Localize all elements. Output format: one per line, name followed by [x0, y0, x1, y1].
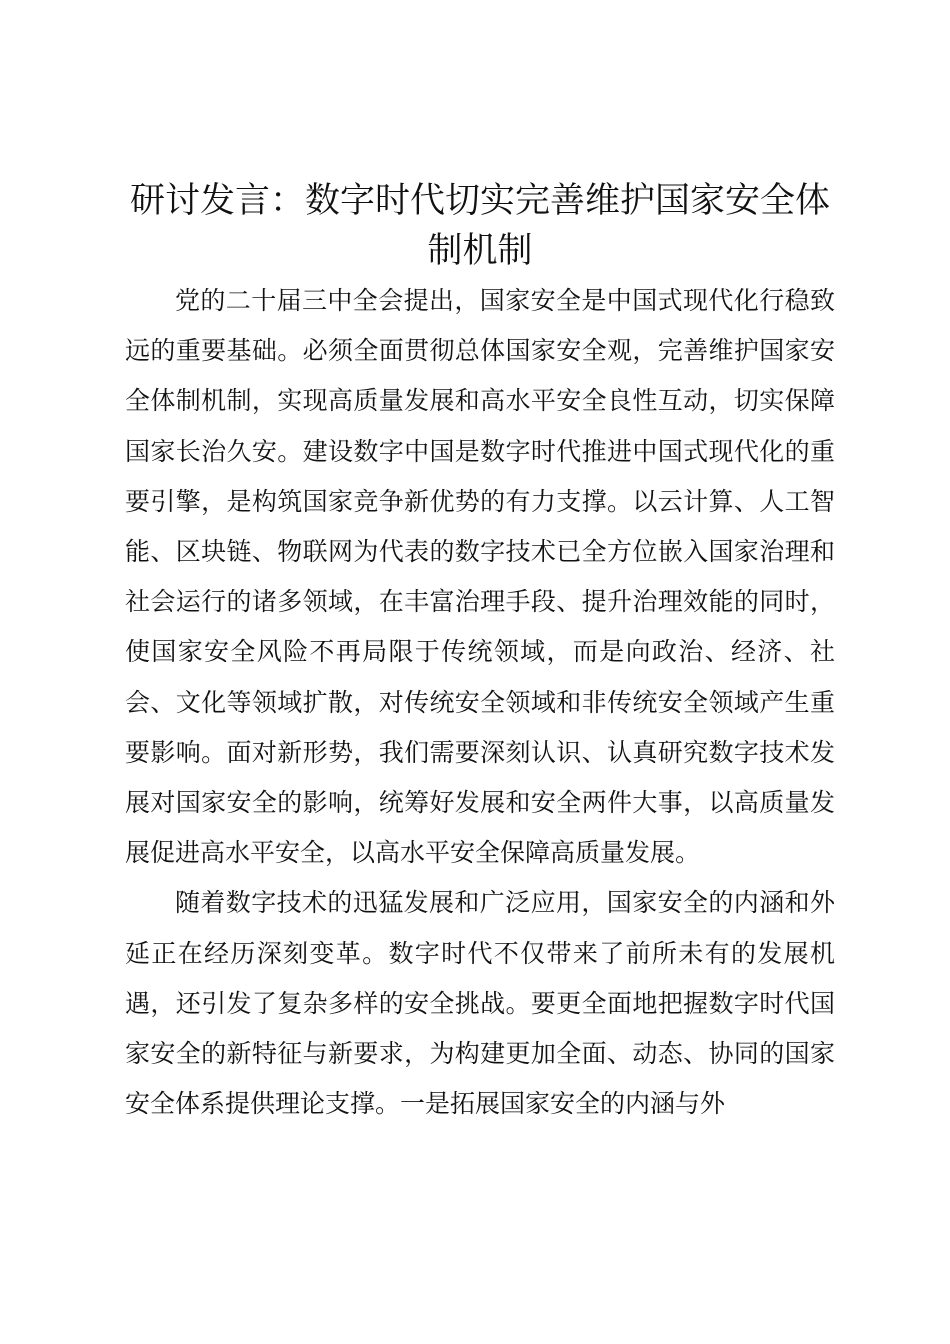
document-title: 研讨发言：数字时代切实完善维护国家安全体制机制 — [129, 181, 830, 271]
paragraph-2: 随着数字技术的迅猛发展和广泛应用，国家安全的内涵和外延正在经历深刻变革。数字时代不仅带来了前所未有的发展机遇，还引发了复杂多样的安全挑战。要更全面地把握数字时代国家安全的新特征与新要求，为构建更加全面、动态、协同的国家安全体系提供理论支撑。一是拓展国家安全的内涵与外 — [125, 888, 835, 1119]
paragraph-1: 党的二十届三中全会提出，国家安全是中国式现代化行稳致远的重要基础。必须全面贯彻总体国家安全观，完善维护国家安全体制机制，实现高质量发展和高水平安全良性互动，切实保障国家长治久安。建设数字中国是数字时代推进中国式现代化的重要引擎，是构筑国家竞争新优势的有力支撑。以云计算、人工智能、区块链、物联网为代表的数字技术已全方位嵌入国家治理和社会运行的诸多领域，在丰富治理手段、提升治理效能的同时，使国家安全风险不再局限于传统领域，而是向政治、经济、社会、文化等领域扩散，对传统安全领域和非传统安全领域产生重要影响。面对新形势，我们需要深刻认识、认真研究数字技术发展对国家安全的影响，统筹好发展和安全两件大事，以高质量发展促进高水平安全，以高水平安全保障高质量发展。 — [125, 286, 835, 868]
document-body — [125, 176, 835, 1129]
